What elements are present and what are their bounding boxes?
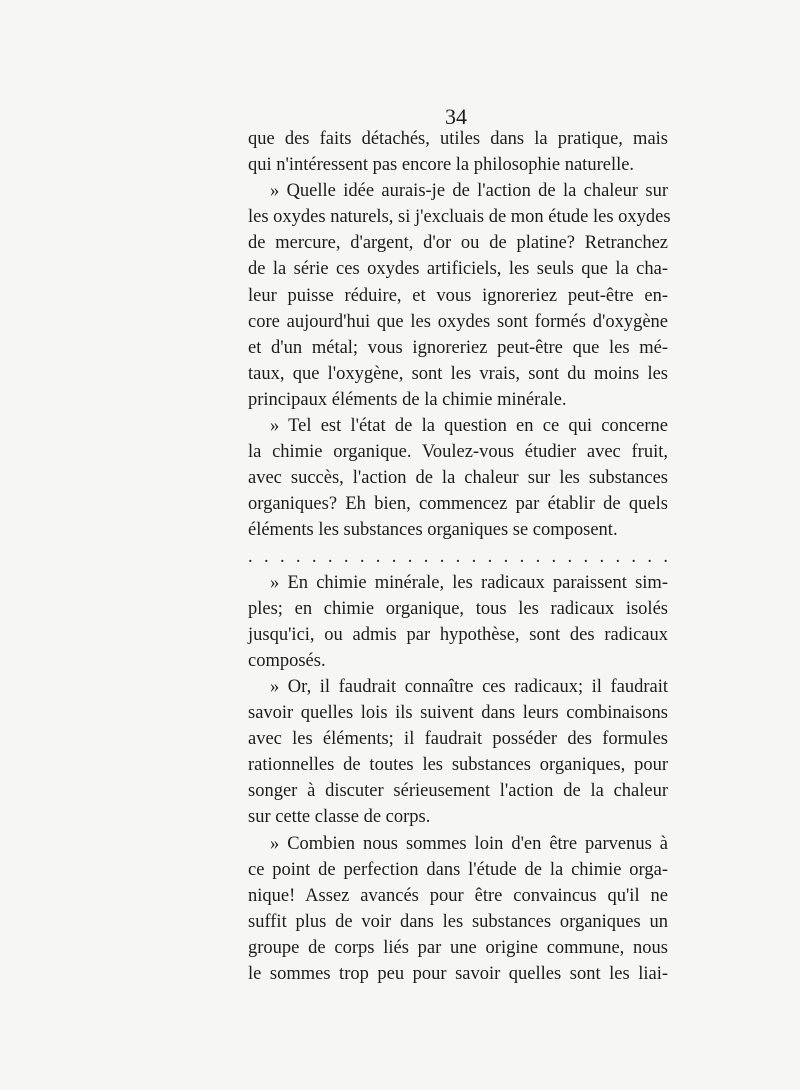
text-line: que des faits détachés, utiles dans la pratique, mais xyxy=(248,129,668,149)
text-line: de mercure, d'argent, d'or ou de platine? Retranchez xyxy=(248,233,668,254)
text-line: principaux éléments de la chimie minérale. xyxy=(248,389,567,410)
text-line: ples; en chimie organique, tous les radicaux isolés xyxy=(248,598,668,619)
text-line: nique! Assez avancés pour être convaincus qu'il ne xyxy=(248,885,668,906)
text-line: le sommes trop peu pour savoir quelles sont les liai- xyxy=(248,964,668,984)
text-line: sur cette classe de corps. xyxy=(248,807,431,828)
text-line: ce point de perfection dans l'étude de la chimie orga- xyxy=(248,859,668,880)
text-line: » Tel est l'état de la question en ce qui concerne xyxy=(270,416,668,437)
text-line: et d'un métal; vous ignoreriez peut-être que les mé- xyxy=(248,337,668,358)
text-line: » Quelle idée aurais-je de l'action de la chaleur sur xyxy=(270,181,668,202)
text-line: organiques? Eh bien, commencez par établir de quels xyxy=(248,494,668,515)
text-line: éléments les substances organiques se composent. xyxy=(248,520,618,541)
text-line: savoir quelles lois ils suivent dans leurs combinaisons xyxy=(248,703,668,724)
page-number: 34 xyxy=(445,104,467,129)
text-line: leur puisse réduire, et vous ignoreriez peut-être en- xyxy=(248,285,668,306)
text-line: composés. xyxy=(248,650,326,671)
text-line: » Or, il faudrait connaître ces radicaux; il faudrait xyxy=(270,676,668,697)
text-line: la chimie organique. Voulez-vous étudier avec fruit, xyxy=(248,442,668,463)
text-line: taux, que l'oxygène, sont les vrais, sont du moins les xyxy=(248,363,668,384)
text-line: rationnelles de toutes les substances organiques, pour xyxy=(248,755,668,776)
text-line: groupe de corps liés par une origine commune, nous xyxy=(248,937,668,958)
text-line: les oxydes naturels, si j'excluais de mon étude les oxydes xyxy=(248,207,671,228)
text-line: suffit plus de voir dans les substances organiques un xyxy=(248,911,668,932)
text-line: qui n'intéressent pas encore la philosophie naturelle. xyxy=(248,155,635,176)
text-line: » En chimie minérale, les radicaux paraissent sim- xyxy=(270,572,668,593)
text-line: core aujourd'hui que les oxydes sont formés d'oxygène xyxy=(248,311,668,332)
text-line: avec succès, l'action de la chaleur sur les substances xyxy=(248,468,668,489)
ellipsis-separator: . . . . . . . . . . . . . . . . . . . . . . . . . . . xyxy=(248,546,668,567)
text-line: avec les éléments; il faudrait posséder des formules xyxy=(248,729,668,750)
text-line: de la série ces oxydes artificiels, les seuls que la cha- xyxy=(248,259,668,280)
text-line: » Combien nous sommes loin d'en être parvenus à xyxy=(270,833,668,854)
text-line: songer à discuter sérieusement l'action de la chaleur xyxy=(248,781,668,802)
body-text xyxy=(248,126,671,987)
text-line: jusqu'ici, ou admis par hypothèse, sont des radicaux xyxy=(248,624,668,645)
